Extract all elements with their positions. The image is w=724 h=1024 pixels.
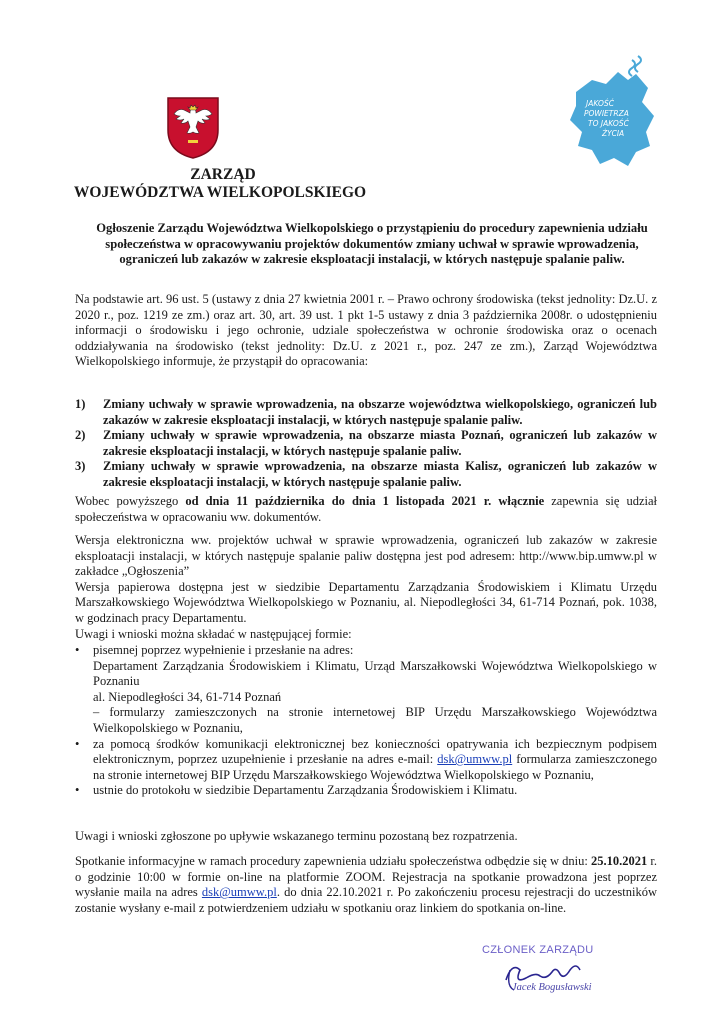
meeting-text: r. o godzinie 10:00 w formie on-line na platformie ZOOM. Rejestracja na spotkanie prowadzona jest poprzez wysłanie maila na adres: [75, 854, 657, 900]
coat-of-arms-icon: [166, 96, 220, 160]
email-link[interactable]: dsk@umww.pl: [437, 752, 513, 767]
header-line-2: WOJEWÓDZTWA WIELKOPOLSKIEGO: [73, 184, 367, 201]
stamp-title: CZŁONEK ZARZĄDU: [482, 944, 594, 956]
document-title: Ogłoszenie Zarządu Województwa Wielkopolskiego o przystąpieniu do procedury zapewnienia udziału społeczeństwa w opracowywaniu projektów dokumentów zmiany uchwał w sprawie wprowadzenia, ograniczeń lub zakazów w zakresie eksploatacji instalacji, w których następuje spalanie paliw.: [96, 221, 648, 267]
address-line: – formularzy zamieszczonych na stronie internetowej BIP Urzędu Marszałkowskiego Województwa Wielkopolskiego w Poznaniu,: [93, 705, 657, 735]
list-item-text: Zmiany uchwały w sprawie wprowadzenia, na obszarze województwa wielkopolskiego, ograniczeń lub zakazów w zakresie eksploatacji instalacji, w których następuje spalanie paliw.: [103, 397, 657, 427]
list-number: 1): [75, 397, 86, 411]
period-dates: od dnia 11 października do dnia 1 listopada 2021 r. włącznie: [185, 494, 545, 508]
bullet-icon: •: [75, 736, 80, 751]
period-before: Wobec powyższego: [75, 494, 186, 508]
access-paragraph: [75, 533, 657, 642]
bullet-icon: •: [75, 783, 80, 798]
bullet-text: ustnie do protokołu w siedzibie Departamentu Zarządzania Środowiskiem i Klimatu.: [93, 783, 518, 798]
forms-intro-text: Uwagi i wnioski można składać w następującej formie:: [75, 626, 352, 641]
numbered-list: [75, 397, 657, 491]
meeting-text: . do dnia 22.10.2021 r. Po zakończeniu procesu rejestracji do uczestników zostanie wysłany e-mail z potwierdzeniem udziału w spotkaniu oraz linkiem do spotkania on-line.: [75, 885, 657, 915]
logo-text-4: ŻYCIA: [602, 129, 625, 138]
list-item: [75, 459, 657, 490]
late-notice: Uwagi i wnioski zgłoszone po upływie wskazanego terminu pozostaną bez rozpatrzenia.: [75, 829, 518, 843]
bullet-text: za pomocą środków komunikacji elektronicznej bez konieczności opatrywania ich bezpiecznym podpisem elektronicznym, poprzez uzupełnienie i przesłanie na adres e-mail:: [93, 736, 657, 767]
address-line: Departament Zarządzania Środowiskiem i Klimatu, Urząd Marszałkowski Województwa Wielkopolskiego w Poznaniu: [93, 658, 657, 689]
logo-text-3: TO JAKOŚĆ: [588, 119, 629, 128]
electronic-version-text: Wersja elektroniczna ww. projektów uchwał w sprawie wprowadzenia, ograniczeń lub zakazów w zakresie eksploatacji instalacji, w których następuje spalanie paliw dostępna jest pod adresem: http://www.bip.umww.pl w zakładce „Ogłoszenia”: [75, 533, 657, 579]
bullet-text: formularza zamieszczonego na stronie internetowej BIP Urzędu Marszałkowskiego Województwa Wielkopolskiego w Poznaniu,: [93, 752, 657, 782]
air-quality-logo: [562, 54, 670, 170]
meeting-date: 25.10.2021: [591, 854, 648, 868]
list-item: [75, 783, 657, 799]
issuer-header: [60, 166, 380, 202]
submission-forms-list: [75, 643, 657, 799]
list-number: 3): [75, 459, 86, 474]
bullet-text: pisemnej poprzez wypełnienie i przesłanie na adres:: [93, 643, 354, 657]
list-item: [75, 643, 657, 737]
logo-text-1: JAKOŚĆ: [586, 99, 614, 108]
list-item-text: Zmiany uchwały w sprawie wprowadzenia, na obszarze miasta Poznań, ograniczeń lub zakazów w zakresie eksploatacji instalacji, w których następuje spalanie paliw.: [103, 428, 657, 458]
list-number: 2): [75, 428, 86, 443]
signature-icon: [476, 940, 616, 1004]
list-item: [75, 737, 657, 784]
period-after: zapewnia się udział społeczeństwa w opracowaniu ww. dokumentów.: [75, 494, 658, 524]
meeting-intro: Spotkanie informacyjne w ramach procedury zapewnienia udziału społeczeństwa odbędzie się w dniu:: [75, 854, 588, 868]
list-item-text: Zmiany uchwały w sprawie wprowadzenia, na obszarze miasta Kalisz, ograniczeń lub zakazów w zakresie eksploatacji instalacji, w których następuje spalanie paliw.: [103, 459, 657, 489]
list-item: [75, 397, 657, 428]
period-paragraph: [75, 494, 657, 525]
list-item: [75, 428, 657, 459]
meeting-paragraph: [75, 854, 657, 916]
header-line-1: ZARZĄD: [190, 166, 256, 183]
intro-paragraph: Na podstawie art. 96 ust. 5 (ustawy z dnia 27 kwietnia 2001 r. – Prawo ochrony środowiska (tekst jednolity: Dz.U. z 2020 r., poz. 1219 ze zm.) oraz art. 30, art. 39 ust. 1 pkt 1-5 ustawy z dnia 3 października 2008r. o udostępnieniu informacji o środowisku i jego ochronie, udziale społeczeństwa w ochronie środowiska oraz o ocenach oddziaływania na środowisko (tekst jednolity: Dz.U. z 2021 r., poz. 247 ze zm.), Zarząd Województwa Wielkopolskiego informuje, że przystąpił do opracowania:: [75, 292, 657, 369]
logo-text-2: POWIETRZA: [584, 109, 629, 118]
address-line: al. Niepodległości 34, 61-714 Poznań: [93, 689, 282, 704]
paper-version-text: Wersja papierowa dostępna jest w siedzibie Departamentu Zarządzania Środowiskiem i Klimatu Urzędu Marszałkowskiego Województwa Wielkopolskiego w Poznaniu, al. Niepodległości 34, 61-714 Poznań, pok. 1038, w godzinach pracy Departamentu.: [75, 579, 657, 625]
email-link[interactable]: dsk@umww.pl: [201, 885, 277, 900]
stamp-name: Jacek Bogusławski: [512, 982, 592, 993]
bullet-icon: •: [75, 643, 80, 657]
